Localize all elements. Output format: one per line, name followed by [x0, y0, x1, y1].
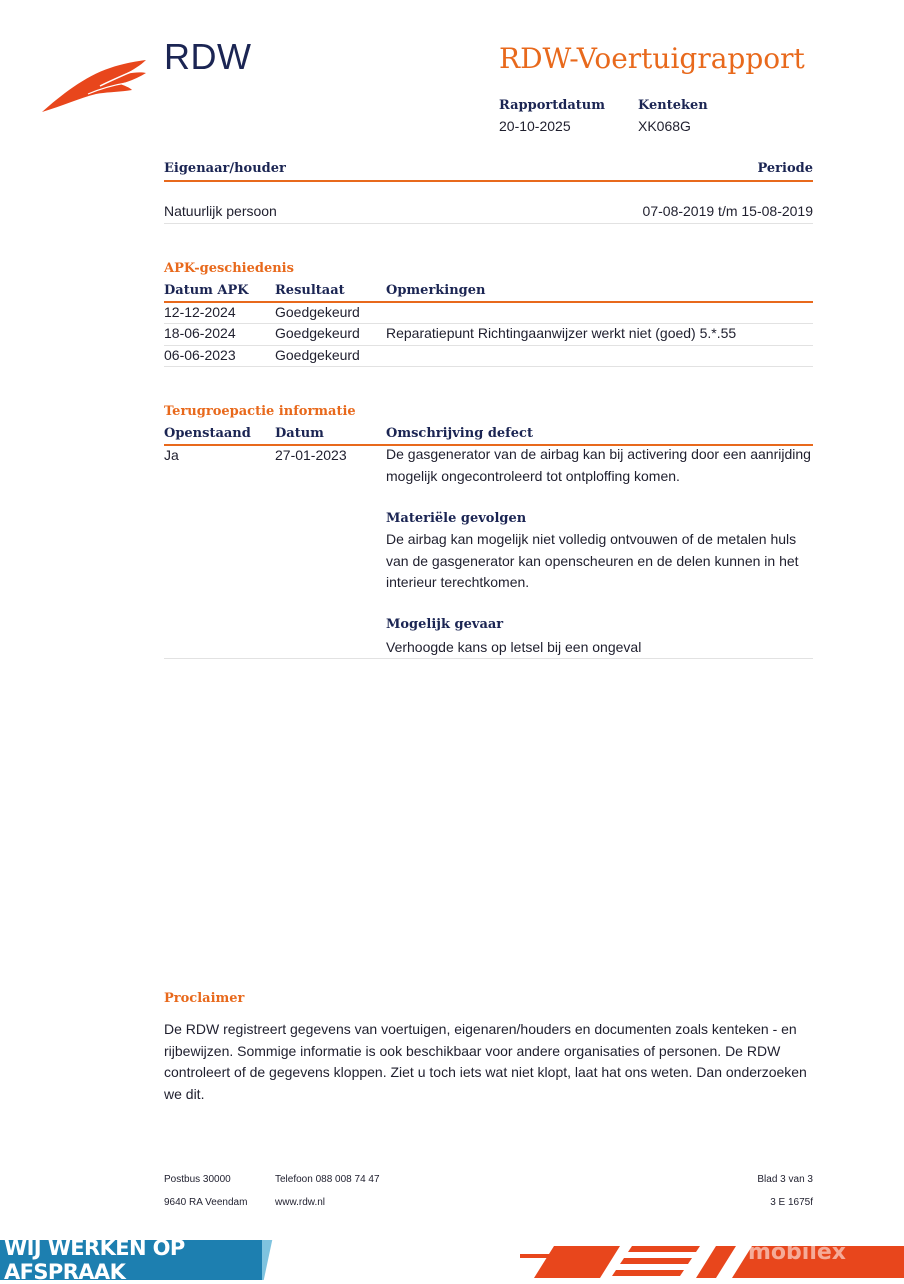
recall-col-openstaand: Openstaand	[164, 426, 251, 441]
apk-resultaat: Goedgekeurd	[275, 325, 360, 341]
apk-datum: 18-06-2024	[164, 325, 236, 341]
apk-col-datum: Datum APK	[164, 283, 249, 298]
apk-datum: 12-12-2024	[164, 304, 236, 320]
recall-defect-description	[386, 444, 816, 487]
footer-city: 9640 RA Veendam	[164, 1197, 248, 1208]
gevolgen-title: Materiële gevolgen	[386, 511, 527, 526]
watermark-text: mobilex	[748, 1240, 846, 1265]
rdw-logo-icon	[40, 56, 148, 116]
report-title: RDW-Voertuigrapport	[499, 42, 805, 75]
text-line: mogelijk ongecontroleerd tot ontploffing komen.	[386, 467, 680, 484]
footer-website[interactable]: www.rdw.nl	[275, 1197, 326, 1208]
rapportdatum-value: 20-10-2025	[499, 118, 571, 134]
proclaimer-title: Proclaimer	[164, 991, 245, 1006]
apk-resultaat: Goedgekeurd	[275, 347, 360, 363]
kenteken-label: Kenteken	[638, 98, 708, 113]
rdw-logo-text: RDW	[164, 36, 252, 77]
proclaimer-text	[164, 1019, 824, 1105]
footer-postbus: Postbus 30000	[164, 1174, 231, 1185]
periode-label: Periode	[757, 161, 813, 176]
apk-opmerkingen: Reparatiepunt Richtingaanwijzer werkt niet (goed) 5.*.55	[386, 325, 737, 341]
owner-row-divider	[164, 223, 813, 224]
text-line: we dit.	[164, 1085, 205, 1102]
apk-datum: 06-06-2023	[164, 347, 236, 363]
footer-code: 3 E 1675f	[770, 1197, 813, 1208]
apk-row-divider	[164, 366, 813, 367]
recall-col-omschrijving: Omschrijving defect	[386, 426, 533, 441]
owner-period: 07-08-2019 t/m 15-08-2019	[642, 203, 813, 219]
apk-col-opmerkingen: Opmerkingen	[386, 283, 486, 298]
owner-label: Eigenaar/houder	[164, 161, 286, 176]
apk-row-divider	[164, 345, 813, 346]
apk-col-resultaat: Resultaat	[275, 283, 345, 298]
owner-type: Natuurlijk persoon	[164, 203, 277, 219]
text-line: van de gasgenerator kan openscheuren en de delen kunnen in het	[386, 552, 799, 569]
recall-openstaand: Ja	[164, 447, 179, 463]
apk-header-divider	[164, 301, 813, 303]
owner-divider	[164, 180, 813, 182]
recall-col-datum: Datum	[275, 426, 324, 441]
kenteken-value: XK068G	[638, 118, 691, 134]
footer-page-number: Blad 3 van 3	[757, 1174, 813, 1185]
recall-row-divider	[164, 658, 813, 659]
appointment-banner: WIJ WERKEN OP AFSPRAAK	[0, 1240, 262, 1280]
decorative-stripes-icon	[520, 1244, 904, 1280]
footer-phone: Telefoon 088 008 74 47	[275, 1174, 380, 1185]
gevaar-text: Verhoogde kans op letsel bij een ongeval	[386, 639, 642, 655]
text-line: rijbewijzen. Sommige informatie is ook beschikbaar voor andere organisaties of personen. De RDW	[164, 1042, 781, 1059]
gevolgen-text	[386, 529, 816, 594]
recall-section-title: Terugroepactie informatie	[164, 404, 356, 419]
recall-datum: 27-01-2023	[275, 447, 347, 463]
text-line: De airbag kan mogelijk niet volledig ontvouwen of de metalen huls	[386, 531, 797, 547]
apk-resultaat: Goedgekeurd	[275, 304, 360, 320]
apk-row-divider	[164, 323, 813, 324]
text-line: De RDW registreert gegevens van voertuigen, eigenaren/houders en documenten zoals kenteken - en	[164, 1021, 797, 1037]
text-line: controleert of de gegevens kloppen. Ziet u toch iets wat niet klopt, laat hat ons weten. Dan onderzoeken	[164, 1064, 807, 1080]
rapportdatum-label: Rapportdatum	[499, 98, 605, 113]
gevaar-title: Mogelijk gevaar	[386, 617, 504, 632]
text-line: interieur terechtkomen.	[386, 574, 530, 590]
text-line: De gasgenerator van de airbag kan bij activering door een aanrijding	[386, 446, 811, 462]
apk-section-title: APK-geschiedenis	[164, 261, 294, 276]
